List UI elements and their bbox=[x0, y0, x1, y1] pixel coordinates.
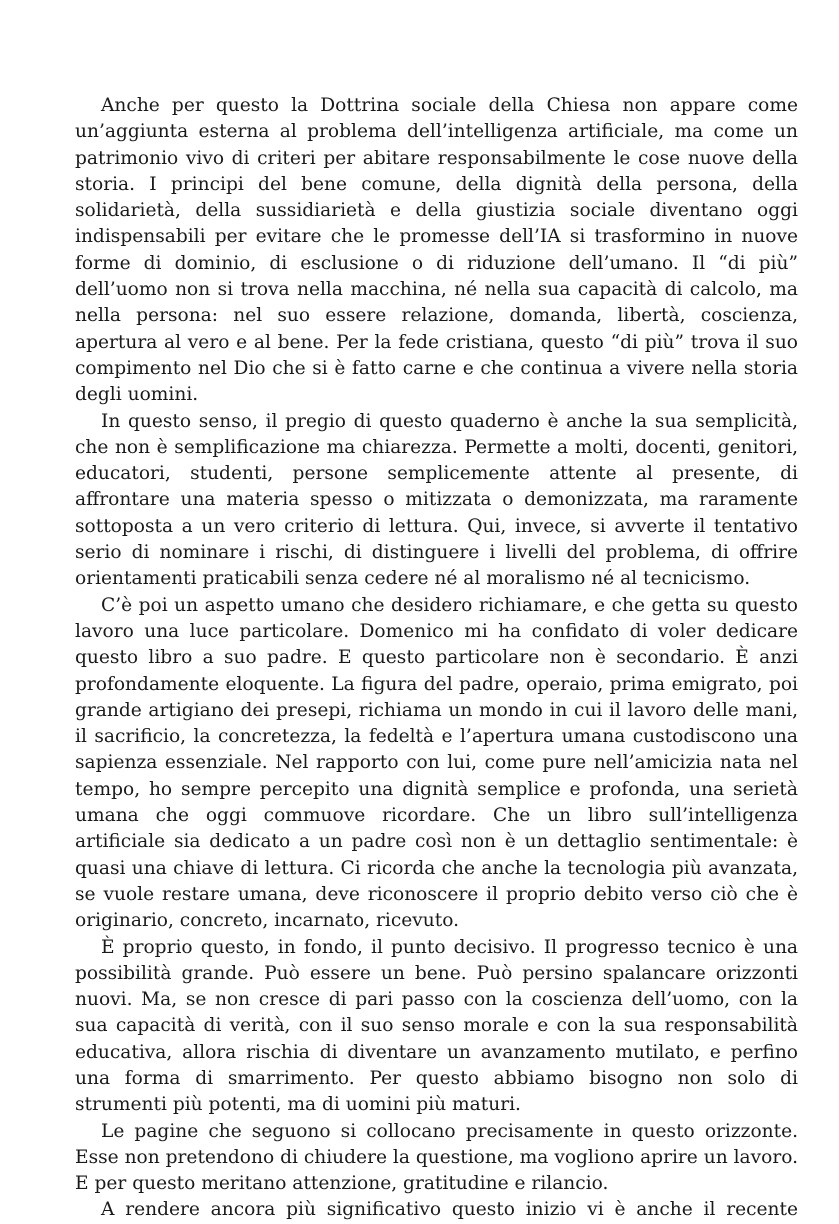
paragraph: C’è poi un aspetto umano che desidero richiamare, e che getta su questo lavoro una luce particolare. Domenico mi ha confidato di voler dedicare questo libro a suo padre. E questo particolare non è secondario. È anzi profondamente eloquente. La figura del padre, operaio, prima emigrato, poi grande artigiano dei presepi, richiama un mondo in cui il lavoro delle mani, il sacrificio, la concretezza, la fedeltà e l’apertura umana custodiscono una sapienza essenziale. Nel rapporto con lui, come pure nell’amicizia nata nel tempo, ho sempre percepito una dignità semplice e profonda, una serietà umana che oggi commuove ricordare. Che un libro sull’intelligenza artificiale sia dedicato a un padre così non è un dettaglio sentimentale: è quasi una chiave di lettura. Ci ricorda che anche la tecnologia più avanzata, se vuole restare umana, deve riconoscere il proprio debito verso ciò che è originario, concreto, incarnato, ricevuto. bbox=[75, 594, 798, 932]
paragraph: In questo senso, il pregio di questo quaderno è anche la sua semplicità, che non è semplificazione ma chiarezza. Permette a molti, docenti, genitori, educatori, studenti, persone semplicemente attente al presente, di affrontare una materia spesso o mitizzata o demonizzata, ma raramente sottoposta a un vero criterio di lettura. Qui, invece, si avverte il tentativo serio di nominare i rischi, di distinguere i livelli del problema, di offrire orientamenti praticabili senza cedere né al moralismo né al tecnicismo. bbox=[75, 410, 798, 590]
paragraph: Le pagine che seguono si collocano precisamente in questo orizzonte. Esse non pretendono di chiudere la questione, ma vogliono aprire un lavoro. E per questo meritano attenzione, gratitudine e rilancio. bbox=[75, 1120, 798, 1195]
paragraph: È proprio questo, in fondo, il punto decisivo. Il progresso tecnico è una possibilità grande. Può essere un bene. Può persino spalancare orizzonti nuovi. Ma, se non cresce di pari passo con la coscienza dell’uomo, con la sua capacità di verità, con il suo senso morale e con la sua responsabilità educativa, allora rischia di diventare un avanzamento mutilato, e perfino una forma di smarrimento. Per questo abbiamo bisogno non solo di strumenti più potenti, ma di uomini più maturi. bbox=[75, 936, 798, 1116]
paragraph: Anche per questo la Dottrina sociale della Chiesa non appare come un’aggiunta esterna al problema dell’intelligenza artificiale, ma come un patrimonio vivo di criteri per abitare responsabilmente le cose nuove della storia. I principi del bene comune, della dignità della persona, della solidarietà, della sussidiarietà e della giustizia sociale diventano oggi indispensabili per evitare che le promesse dell’IA si trasformino in nuove forme di dominio, di esclusione o di riduzione dell’umano. Il “di più” dell’uomo non si trova nella macchina, né nella sua capacità di calcolo, ma nella persona: nel suo essere relazione, domanda, libertà, coscienza, apertura al vero e al bene. Per la fede cristiana, questo “di più” trova il suo compimento nel Dio che si è fatto carne e che continua a vivere nella storia degli uomini. bbox=[75, 95, 798, 406]
page-text bbox=[75, 93, 798, 1224]
paragraph: A rendere ancora più significativo questo inizio vi è anche il recente bbox=[101, 1199, 798, 1221]
